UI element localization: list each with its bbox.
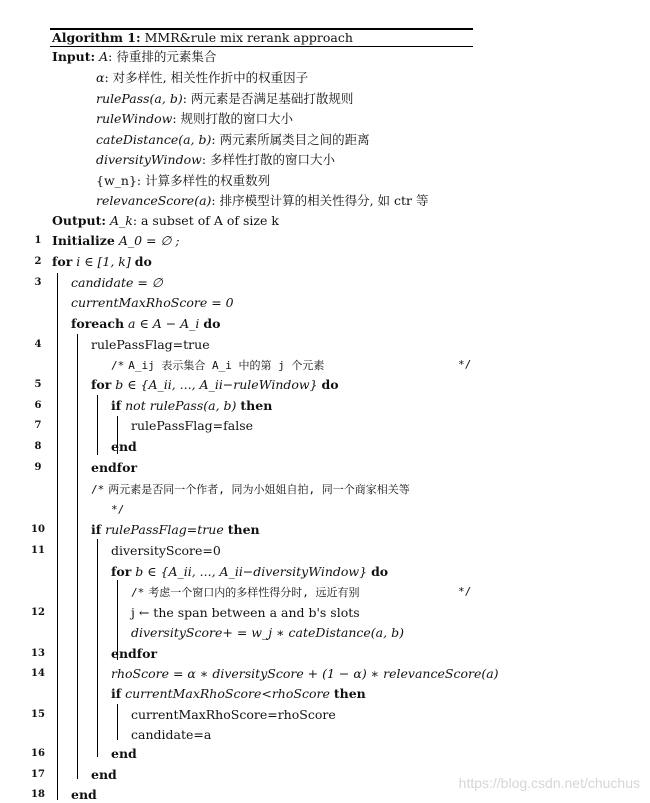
input-param-name: rulePass(a, b) bbox=[96, 91, 183, 106]
watermark: https://blog.csdn.net/chuchus bbox=[458, 775, 640, 791]
comment-line bbox=[111, 357, 324, 374]
algorithm-label: Algorithm 1: bbox=[52, 30, 141, 45]
statement-line bbox=[131, 707, 336, 723]
line-number: 14 bbox=[31, 668, 45, 679]
statement-line bbox=[111, 543, 221, 559]
statement: candidate=a bbox=[131, 727, 212, 742]
input-param-desc: : 计算多样性的权重数列 bbox=[136, 173, 271, 188]
comment-text: A_ij 表示集合 A_i 中的第 j 个元素 bbox=[128, 359, 325, 372]
if-line bbox=[111, 398, 272, 414]
condition: b ∈ {A_ii, ..., A_ii−diversityWindow} bbox=[135, 564, 368, 579]
initialize-line bbox=[52, 233, 180, 249]
input-param-desc: : 对多样性, 相关性作折中的权重因子 bbox=[104, 70, 309, 85]
input-param-name: ruleWindow bbox=[96, 111, 173, 126]
keyword: Initialize bbox=[52, 233, 115, 248]
output-line bbox=[52, 213, 279, 229]
comment-close: */ bbox=[111, 503, 125, 516]
line-number: 9 bbox=[34, 462, 42, 473]
block-bar-for bbox=[57, 273, 58, 800]
statement-line bbox=[91, 337, 210, 353]
input-param bbox=[96, 193, 429, 209]
output-desc: : a subset of A of size k bbox=[132, 213, 279, 228]
block-bar-if-flag bbox=[97, 539, 98, 757]
line-number: 8 bbox=[34, 441, 42, 452]
keyword: endfor bbox=[91, 460, 138, 475]
comment-text: 考虑一个窗口内的多样性得分时, 远近有别 bbox=[148, 586, 360, 599]
input-line bbox=[52, 49, 216, 65]
input-param-desc: : 多样性打散的窗口大小 bbox=[201, 152, 336, 167]
input-param bbox=[96, 173, 270, 189]
line-number: 17 bbox=[31, 769, 45, 780]
statement: currentMaxRhoScore = 0 bbox=[71, 295, 234, 310]
keyword: endfor bbox=[111, 646, 158, 661]
input-param-desc: : 规则打散的窗口大小 bbox=[172, 111, 294, 126]
line-number: 6 bbox=[34, 400, 42, 411]
for-line bbox=[91, 377, 339, 393]
line-number: 3 bbox=[34, 277, 42, 288]
keyword: end bbox=[71, 787, 97, 802]
endfor-line bbox=[111, 646, 157, 662]
statement: diversityScore+ = w_j ∗ cateDistance(a, b) bbox=[131, 625, 404, 640]
input-param-name: cateDistance(a, b) bbox=[96, 132, 212, 147]
statement: j ← the span between a and b's slots bbox=[131, 605, 360, 620]
line-number: 7 bbox=[34, 420, 42, 431]
keyword: end bbox=[111, 439, 137, 454]
line-number: 12 bbox=[31, 607, 45, 618]
statement: diversityScore=0 bbox=[111, 543, 221, 558]
block-bar-foreach bbox=[77, 334, 78, 779]
condition: a ∈ A − A_i bbox=[128, 316, 200, 331]
keyword: end bbox=[91, 767, 117, 782]
comment-line bbox=[131, 584, 359, 601]
input-param-name: relevanceScore(a) bbox=[96, 193, 212, 208]
keyword: end bbox=[111, 746, 137, 761]
keyword: for bbox=[52, 254, 73, 269]
line-number: 4 bbox=[34, 339, 42, 350]
condition: i ∈ [1, k] bbox=[76, 254, 131, 269]
statement-line bbox=[111, 666, 499, 682]
input-param-name: {w_n} bbox=[96, 173, 137, 188]
line-number: 11 bbox=[31, 545, 45, 556]
statement: currentMaxRhoScore=rhoScore bbox=[131, 707, 336, 722]
comment-close: */ bbox=[458, 585, 472, 598]
keyword: then bbox=[333, 686, 366, 701]
input-param-desc: : 两元素是否满足基础打散规则 bbox=[182, 91, 354, 106]
keyword: then bbox=[227, 522, 260, 537]
output-name: A_k bbox=[109, 213, 133, 228]
statement-line bbox=[131, 625, 404, 641]
statement: A_0 = ∅ ; bbox=[118, 233, 180, 248]
line-number: 1 bbox=[34, 235, 42, 246]
input-param bbox=[96, 132, 370, 148]
end-line bbox=[111, 439, 137, 455]
statement-line bbox=[71, 275, 163, 291]
comment-line bbox=[91, 481, 410, 498]
keyword: for bbox=[91, 377, 112, 392]
end-line bbox=[71, 787, 97, 803]
condition: rulePassFlag=true bbox=[105, 522, 224, 537]
input-param-name: diversityWindow bbox=[96, 152, 202, 167]
line-number: 18 bbox=[31, 789, 45, 800]
statement-line bbox=[131, 605, 360, 621]
keyword: if bbox=[91, 522, 102, 537]
comment-open: /* bbox=[131, 586, 145, 599]
end-line bbox=[91, 767, 117, 783]
end-line bbox=[111, 746, 137, 762]
algorithm-caption bbox=[52, 30, 353, 46]
comment-text: 两元素是否同一个作者, 同为小姐姐自拍, 同一个商家相关等 bbox=[108, 483, 410, 496]
input-param bbox=[96, 152, 335, 168]
keyword: foreach bbox=[71, 316, 125, 331]
input-param-desc: : 排序模型计算的相关性得分, 如 ctr 等 bbox=[211, 193, 429, 208]
line-number: 15 bbox=[31, 709, 45, 720]
keyword: then bbox=[240, 398, 273, 413]
line-number: 5 bbox=[34, 379, 42, 390]
condition: not rulePass(a, b) bbox=[125, 398, 237, 413]
input-param-desc: : 待重排的元素集合 bbox=[108, 49, 217, 64]
statement-line bbox=[71, 295, 234, 311]
statement: rulePassFlag=false bbox=[131, 418, 254, 433]
keyword: do bbox=[203, 316, 221, 331]
condition: currentMaxRhoScore<rhoScore bbox=[125, 686, 330, 701]
output-keyword: Output: bbox=[52, 213, 106, 228]
keyword: if bbox=[111, 398, 122, 413]
comment-close: */ bbox=[458, 358, 472, 371]
keyword: do bbox=[321, 377, 339, 392]
input-param-name: α bbox=[96, 70, 105, 85]
line-number: 10 bbox=[31, 524, 45, 535]
line-number: 13 bbox=[31, 648, 45, 659]
condition: b ∈ {A_ii, ..., A_ii−ruleWindow} bbox=[115, 377, 318, 392]
if-line bbox=[91, 522, 260, 538]
comment-open: /* bbox=[91, 483, 105, 496]
endfor-line bbox=[91, 460, 137, 476]
keyword: do bbox=[134, 254, 152, 269]
for-line bbox=[111, 564, 388, 580]
input-keyword: Input: bbox=[52, 49, 96, 64]
for-line bbox=[52, 254, 152, 270]
statement-line bbox=[131, 418, 253, 434]
algorithm-title: MMR&rule mix rerank approach bbox=[144, 30, 353, 45]
keyword: if bbox=[111, 686, 122, 701]
block-bar-for-b bbox=[97, 395, 98, 455]
comment-open: /* bbox=[111, 359, 125, 372]
statement: candidate = ∅ bbox=[71, 275, 163, 290]
foreach-line bbox=[71, 316, 220, 332]
keyword: do bbox=[371, 564, 389, 579]
line-number: 2 bbox=[34, 256, 42, 267]
statement: rulePassFlag=true bbox=[91, 337, 210, 352]
statement: rhoScore = α ∗ diversityScore + (1 − α) ∗ relevanceScore(a) bbox=[111, 666, 499, 681]
if-line bbox=[111, 686, 366, 702]
input-param-desc: : 两元素所属类目之间的距离 bbox=[211, 132, 370, 147]
input-param bbox=[96, 111, 293, 127]
keyword: for bbox=[111, 564, 132, 579]
block-bar-if-max bbox=[117, 704, 118, 740]
input-param bbox=[96, 70, 308, 86]
caption-rule bbox=[50, 46, 473, 47]
input-param-name: A bbox=[99, 49, 109, 64]
input-param bbox=[96, 91, 353, 107]
statement-line bbox=[131, 727, 211, 743]
line-number: 16 bbox=[31, 748, 45, 759]
